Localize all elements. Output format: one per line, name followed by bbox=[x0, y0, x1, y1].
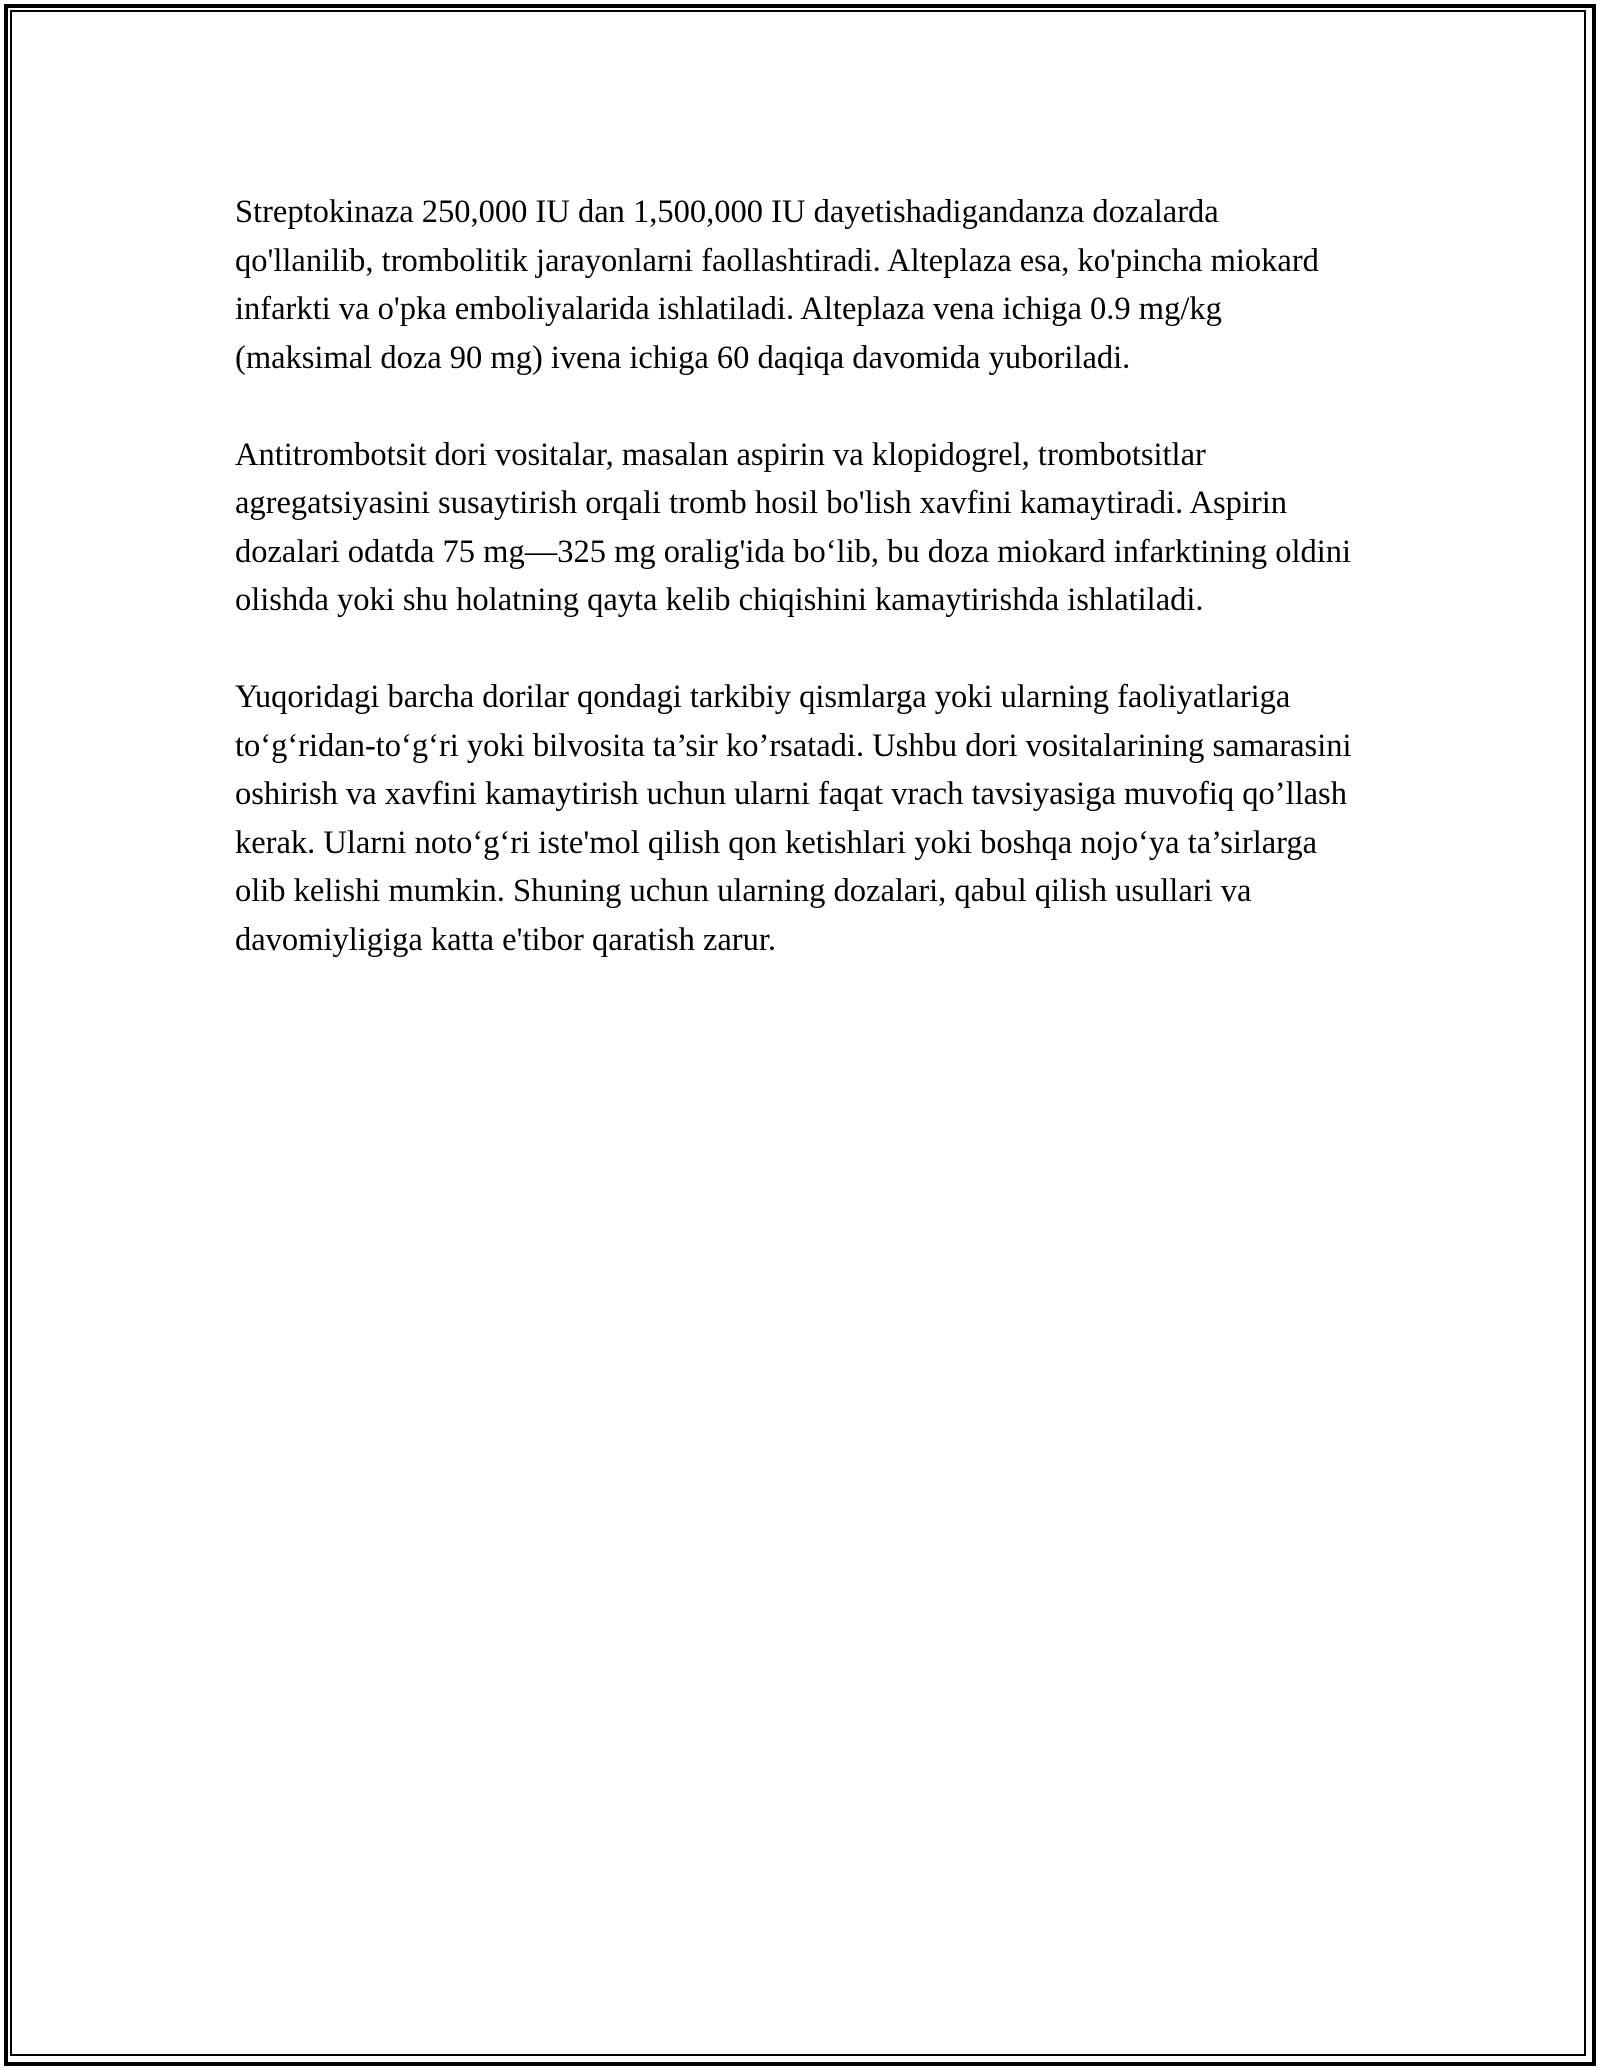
paragraph-antiplatelets: Antitrombotsit dori vositalar, masalan aspirin va klopidogrel, trombotsitlar agregatsiyasini susaytirish orqali tromb hosil bo'lish xavfini kamaytiradi. Aspirin dozalari odatda 75 mg—325 mg oralig'ida bo‘lib, bu doza miokard infarktining oldini olishda yoki shu holatning qayta kelib chiqishini kamaytirishda ishlatiladi. bbox=[235, 436, 1352, 618]
document-body bbox=[235, 188, 1365, 1013]
paragraph-summary: Yuqoridagi barcha dorilar qondagi tarkibiy qismlarga yoki ularning faoliyatlariga to‘g‘ridan-to‘g‘ri yoki bilvosita ta’sir ko’rsatadi. Ushbu dori vositalarining samarasini oshirish va xavfini kamaytirish uchun ularni faqat vrach tavsiyasiga muvofiq qo’llash kerak. Ularni noto‘g‘ri iste'mol qilish qon ketishlari yoki boshqa nojo‘ya ta’sirlarga olib kelishi mumkin. Shuning uchun ularning dozalari, qabul qilish usullari va davomiyligiga katta e'tibor qaratish zarur. bbox=[235, 679, 1352, 958]
paragraph-thrombolytics: Streptokinaza 250,000 IU dan 1,500,000 IU dayetishadigandanza dozalarda qo'llanilib, trombolitik jarayonlarni faollashtiradi. Alteplaza esa, ko'pincha miokard infarkti va o'pka emboliyalarida ishlatiladi. Alteplaza vena ichiga 0.9 mg/kg (maksimal doza 90 mg) ivena ichiga 60 daqiqa davomida yuboriladi. bbox=[235, 194, 1319, 376]
